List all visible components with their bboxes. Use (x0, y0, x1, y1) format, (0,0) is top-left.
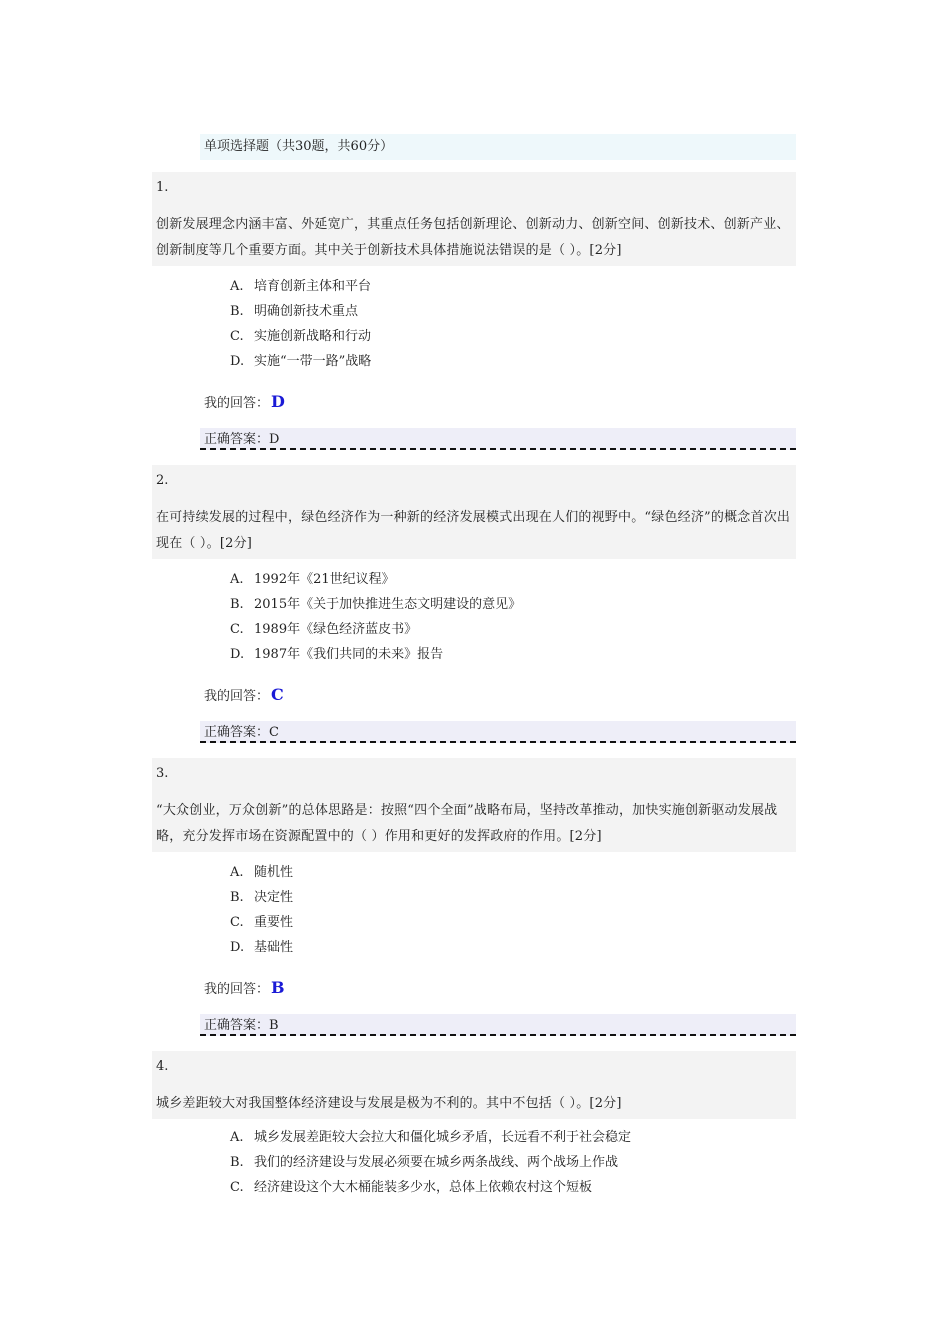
my-answer-value: B (271, 978, 285, 997)
correct-answer-value: D (269, 432, 280, 447)
option-letter: C. (230, 1180, 244, 1195)
question-4 (152, 1051, 796, 1119)
my-answer-label: 我的回答： (204, 689, 270, 704)
option-letter: C. (230, 622, 244, 637)
question-number: 3. (156, 766, 169, 781)
my-answer-label: 我的回答： (204, 982, 270, 997)
question-3 (152, 758, 796, 852)
option-text: 重要性 (254, 915, 294, 930)
question-text: 创新发展理念内涵丰富、外延宽广，其重点任务包括创新理论、创新动力、创新空间、创新技术、创新产业、创新制度等几个重要方面。其中关于创新技术具体措施说法错误的是（ ）。[2分] (156, 217, 790, 258)
option-c[interactable] (230, 1175, 631, 1200)
correct-answer-value: B (269, 1018, 279, 1033)
option-a[interactable] (230, 274, 371, 299)
option-d[interactable] (230, 935, 293, 960)
option-letter: D. (230, 647, 245, 662)
correct-answer-bar (200, 428, 796, 450)
question-number: 1. (156, 180, 169, 195)
option-letter: A. (230, 572, 244, 587)
option-c[interactable] (230, 324, 371, 349)
option-text: 1992年《21世纪议程》 (254, 572, 395, 587)
option-letter: A. (230, 279, 244, 294)
option-a[interactable] (230, 860, 293, 885)
option-text: 明确创新技术重点 (254, 304, 359, 319)
my-answer (204, 390, 285, 414)
option-letter: C. (230, 915, 244, 930)
correct-answer-bar (200, 721, 796, 743)
option-c[interactable] (230, 617, 521, 642)
option-b[interactable] (230, 1150, 631, 1175)
option-letter: D. (230, 354, 245, 369)
option-text: 2015年《关于加快推进生态文明建设的意见》 (254, 597, 522, 612)
question-3-options (230, 860, 293, 960)
my-answer (204, 976, 285, 1000)
option-text: 随机性 (254, 865, 294, 880)
my-answer-value: D (271, 392, 285, 411)
my-answer-label: 我的回答： (204, 396, 270, 411)
section-header (200, 134, 796, 160)
question-text: 城乡差距较大对我国整体经济建设与发展是极为不利的。其中不包括（ ）。[2分] (156, 1096, 622, 1111)
option-d[interactable] (230, 349, 371, 374)
option-d[interactable] (230, 642, 521, 667)
question-number: 4. (156, 1059, 169, 1074)
correct-answer-label: 正确答案： (204, 725, 270, 740)
option-letter: B. (230, 304, 244, 319)
option-text: 经济建设这个大木桶能装多少水，总体上依赖农村这个短板 (254, 1180, 593, 1195)
option-b[interactable] (230, 592, 521, 617)
question-1 (152, 172, 796, 266)
option-letter: C. (230, 329, 244, 344)
option-letter: A. (230, 865, 244, 880)
question-text: 在可持续发展的过程中，绿色经济作为一种新的经济发展模式出现在人们的视野中。“绿色经济”的概念首次出现在（ ）。[2分] (156, 510, 791, 551)
option-letter: B. (230, 1155, 244, 1170)
section-title: 单项选择题（共30题，共60分） (204, 139, 394, 154)
option-b[interactable] (230, 299, 371, 324)
option-text: 我们的经济建设与发展必须要在城乡两条战线、两个战场上作战 (254, 1155, 619, 1170)
question-text: “大众创业，万众创新”的总体思路是：按照“四个全面”战略布局，坚持改革推动，加快实施创新驱动发展战略，充分发挥市场在资源配置中的（ ）作用和更好的发挥政府的作用。[2分] (156, 803, 778, 844)
option-b[interactable] (230, 885, 293, 910)
option-letter: A. (230, 1130, 244, 1145)
correct-answer-bar (200, 1014, 796, 1036)
option-letter: B. (230, 890, 244, 905)
option-text: 基础性 (254, 940, 294, 955)
option-text: 实施创新战略和行动 (254, 329, 372, 344)
option-text: 决定性 (254, 890, 294, 905)
option-a[interactable] (230, 567, 521, 592)
question-number: 2. (156, 473, 169, 488)
option-text: 1989年《绿色经济蓝皮书》 (254, 622, 418, 637)
option-text: 实施“一带一路”战略 (254, 354, 372, 369)
option-a[interactable] (230, 1125, 631, 1150)
my-answer (204, 683, 284, 707)
option-text: 1987年《我们共同的未来》报告 (254, 647, 444, 662)
question-2 (152, 465, 796, 559)
question-4-options (230, 1125, 631, 1200)
option-c[interactable] (230, 910, 293, 935)
my-answer-value: C (271, 685, 284, 704)
question-2-options (230, 567, 521, 667)
correct-answer-label: 正确答案： (204, 1018, 270, 1033)
option-text: 城乡发展差距较大会拉大和僵化城乡矛盾，长远看不利于社会稳定 (254, 1130, 632, 1145)
correct-answer-value: C (269, 725, 279, 740)
correct-answer-label: 正确答案： (204, 432, 270, 447)
question-1-options (230, 274, 371, 374)
option-letter: B. (230, 597, 244, 612)
option-letter: D. (230, 940, 245, 955)
option-text: 培育创新主体和平台 (254, 279, 372, 294)
